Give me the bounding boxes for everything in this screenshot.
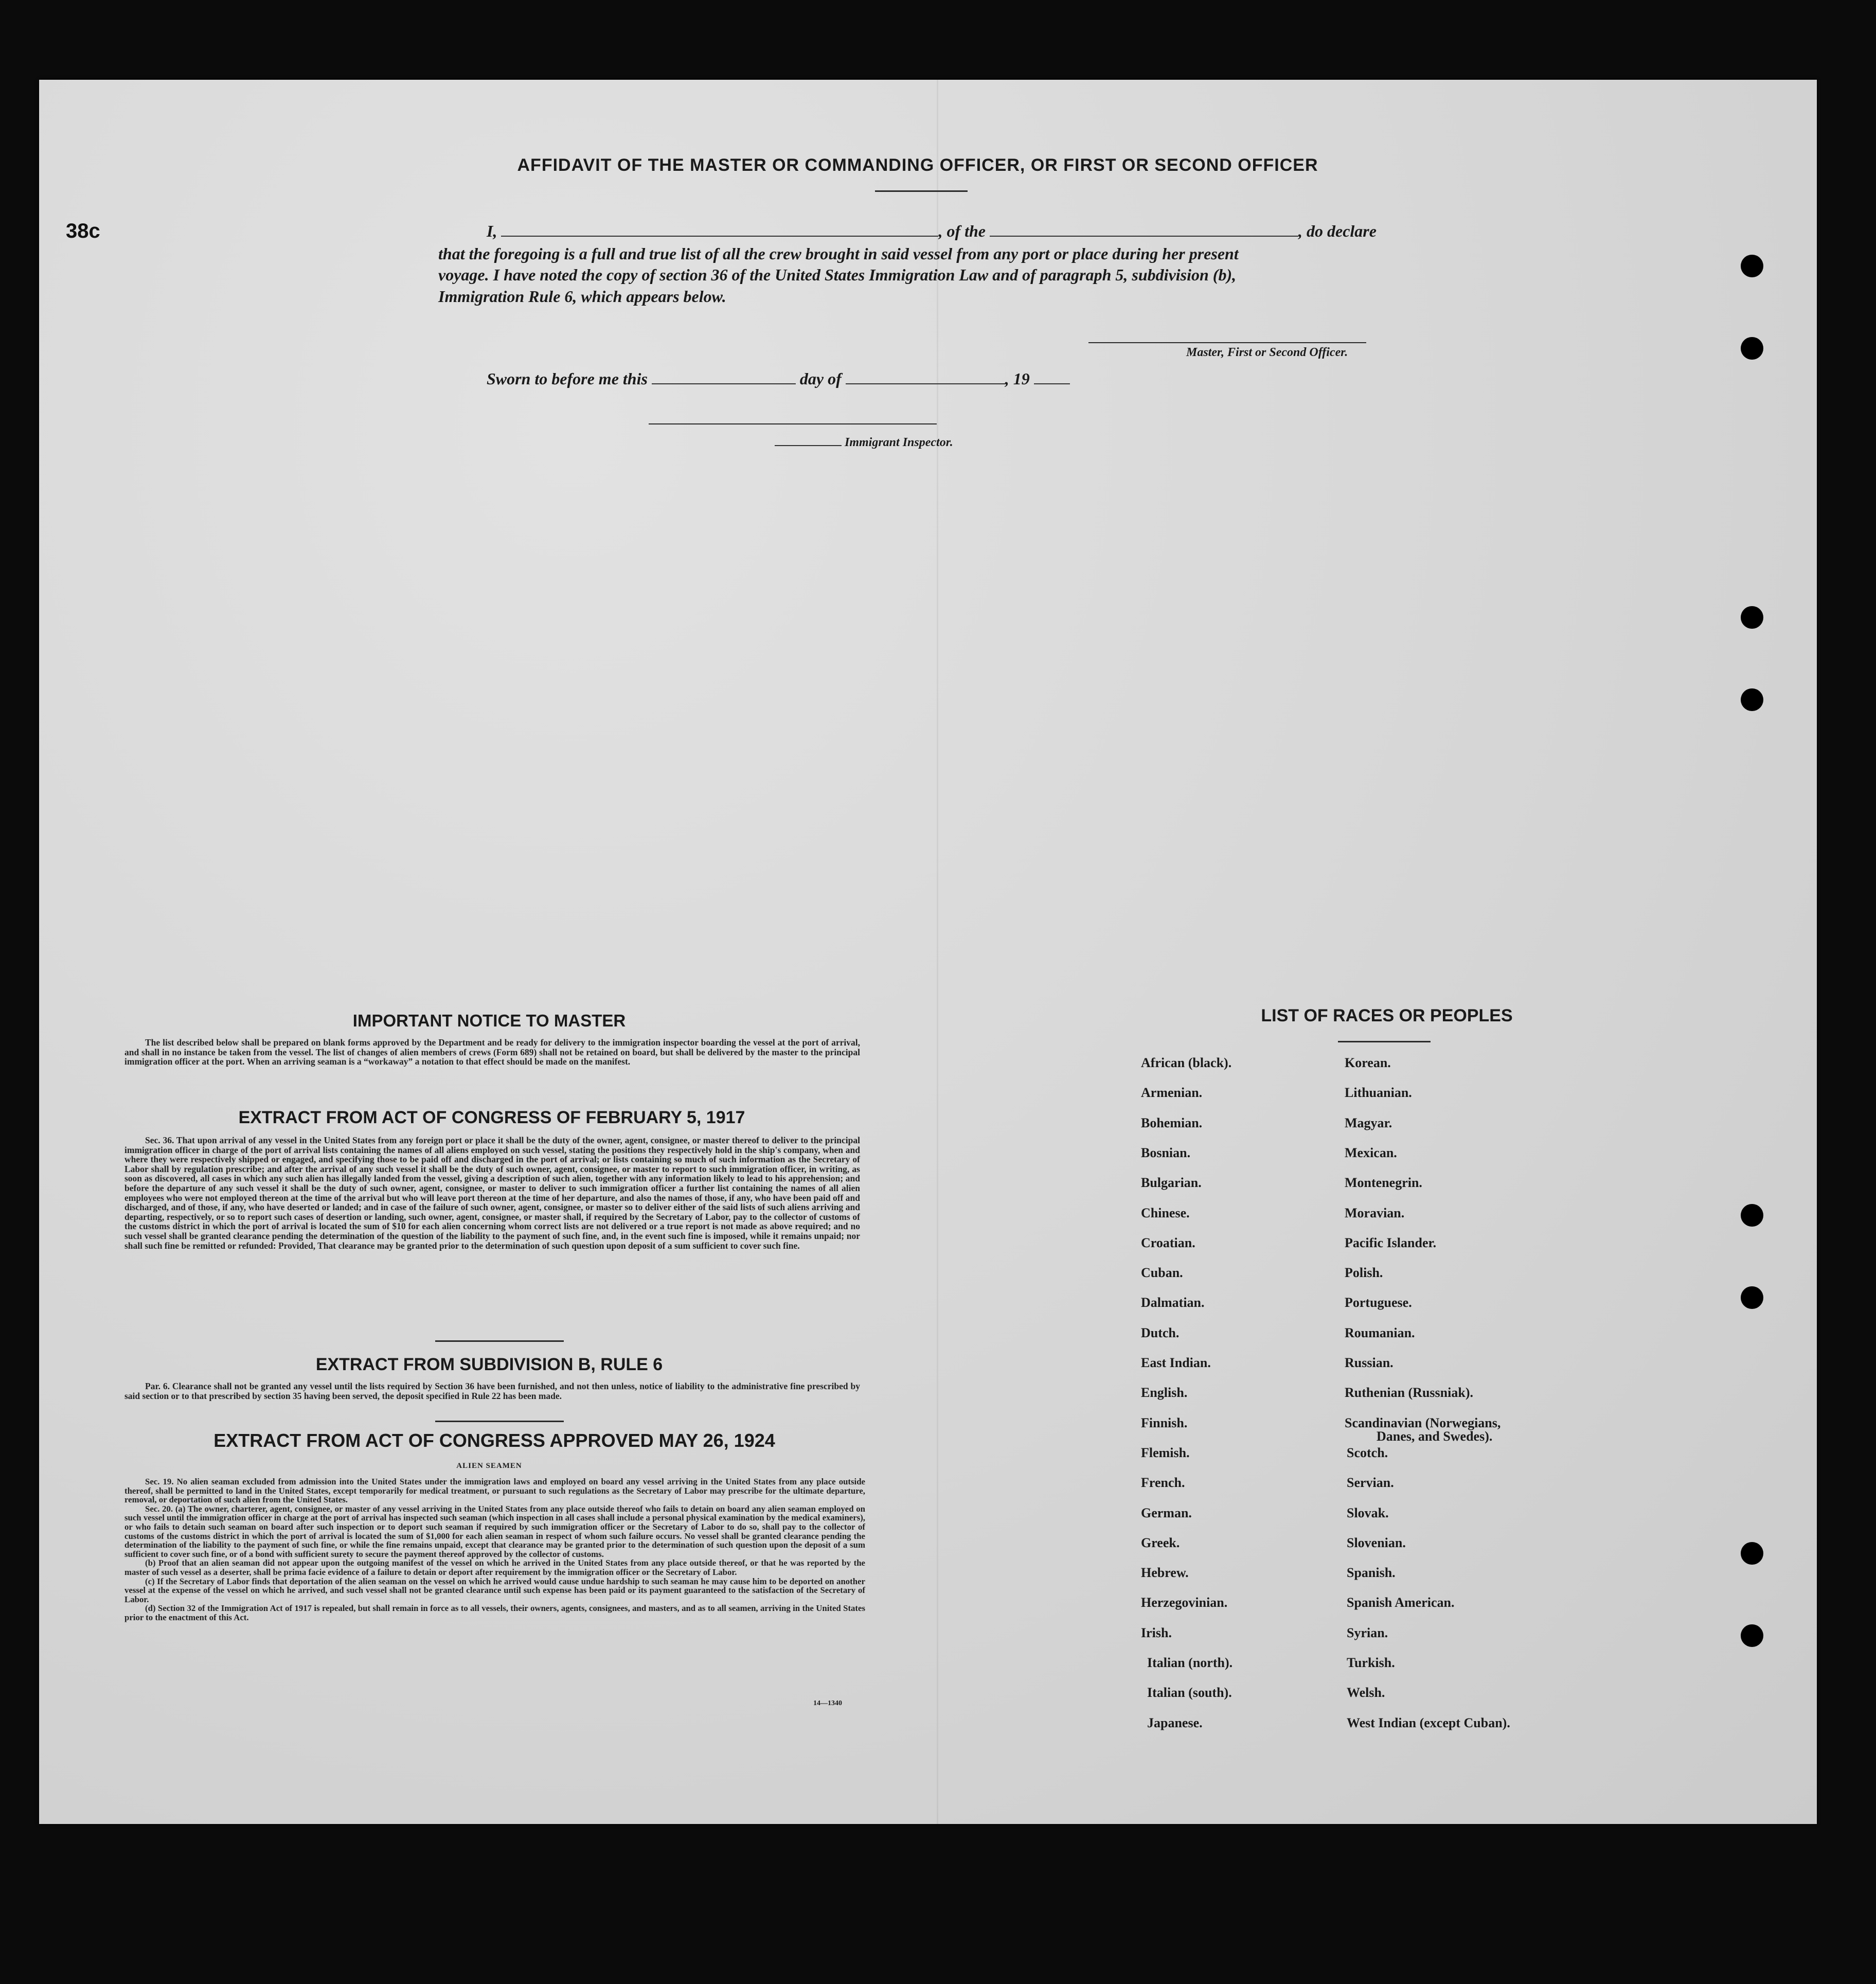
document-page: [39, 80, 1817, 1824]
officer-signature-label: Master, First or Second Officer.: [1186, 346, 1348, 359]
sworn-line: [487, 369, 1070, 388]
extract-1917-body: [124, 1136, 860, 1250]
punch-hole: [1741, 1624, 1763, 1647]
form-number: 14—1340: [813, 1699, 842, 1707]
race-item: Scandinavian (Norwegians,: [1345, 1415, 1501, 1430]
race-item: Greek.: [1141, 1535, 1180, 1550]
sec20b-text: (b) Proof that an alien seaman did not appear upon the outgoing manifest of the vessel on which he arrived in the United States from any place outside thereof, or that he was reported by the master of such vessel as a deserter, shall be prima facie evidence of a failure to detain or deport after requirement by the immigration officer or the Secretary of Labor.: [124, 1558, 865, 1577]
race-item: Roumanian.: [1345, 1325, 1415, 1340]
punch-hole: [1741, 1204, 1763, 1227]
race-item: Syrian.: [1347, 1625, 1388, 1640]
affidavit-line-2: that the foregoing is a full and true list of all the crew brought in said vessel from any port or place during her present: [438, 244, 1239, 263]
race-item: Chinese.: [1141, 1205, 1190, 1220]
race-item: Russian.: [1345, 1355, 1393, 1370]
extract-1924-title: EXTRACT FROM ACT OF CONGRESS APPROVED MAY 26, 1924: [213, 1430, 775, 1451]
race-item: African (black).: [1141, 1055, 1232, 1070]
i-label: I,: [487, 222, 497, 240]
affidavit-title-rule: [875, 190, 968, 192]
margin-mark: 38c: [66, 220, 100, 242]
race-item: German.: [1141, 1505, 1192, 1520]
race-item: Ruthenian (Russniak).: [1345, 1385, 1473, 1401]
sworn-label: Sworn to before me this: [487, 369, 648, 388]
inspector-label-text: Immigrant Inspector.: [845, 436, 953, 449]
race-item: Italian (north).: [1147, 1655, 1233, 1670]
race-item: Magyar.: [1345, 1115, 1392, 1130]
affidavit-line-4: Immigration Rule 6, which appears below.: [438, 287, 726, 306]
race-item: Slovenian.: [1347, 1535, 1406, 1550]
race-item: Cuban.: [1141, 1265, 1183, 1281]
race-item: Danes, and Swedes).: [1377, 1428, 1493, 1444]
race-item: Spanish American.: [1347, 1595, 1455, 1610]
race-item: West Indian (except Cuban).: [1347, 1715, 1510, 1730]
affidavit-line-3: voyage. I have noted the copy of section 36 of the United States Immigration Law and of paragraph 5, subdivision (b),: [438, 265, 1237, 284]
race-item: Bohemian.: [1141, 1115, 1203, 1130]
inspector-name-field[interactable]: [775, 436, 842, 446]
race-item: Korean.: [1345, 1055, 1391, 1070]
race-item: Servian.: [1347, 1475, 1394, 1491]
affidavit-line-1: [487, 222, 1377, 241]
punch-hole: [1741, 606, 1763, 629]
year-label: , 19: [1005, 369, 1030, 388]
race-item: Portuguese.: [1345, 1295, 1412, 1310]
fold-crease: [937, 80, 938, 1824]
race-item: Polish.: [1345, 1265, 1383, 1281]
race-item: Bosnian.: [1141, 1145, 1191, 1160]
race-item: Finnish.: [1141, 1415, 1188, 1430]
race-item: Hebrew.: [1141, 1565, 1189, 1581]
races-title: LIST OF RACES OR PEOPLES: [1261, 1006, 1513, 1025]
punch-hole: [1741, 1286, 1763, 1309]
rule6-body: [124, 1381, 860, 1401]
extract-1924-body: [124, 1477, 865, 1622]
punch-hole: [1741, 1542, 1763, 1565]
race-item: Croatian.: [1141, 1235, 1195, 1250]
race-item: Mexican.: [1345, 1145, 1397, 1160]
notice-title: IMPORTANT NOTICE TO MASTER: [352, 1011, 626, 1030]
day-of-label: day of: [799, 369, 842, 388]
sworn-month-field[interactable]: [846, 371, 1005, 384]
race-item: Dutch.: [1141, 1325, 1180, 1340]
of-the-label: , of the: [938, 222, 986, 240]
sworn-day-field[interactable]: [652, 371, 796, 384]
race-item: Irish.: [1141, 1625, 1172, 1640]
notice-body: [124, 1038, 860, 1067]
race-item: Montenegrin.: [1345, 1175, 1422, 1191]
race-item: Moravian.: [1345, 1205, 1405, 1220]
race-item: Scotch.: [1347, 1445, 1388, 1460]
race-item: East Indian.: [1141, 1355, 1211, 1370]
extract-1924-subtitle: ALIEN SEAMEN: [456, 1462, 522, 1470]
race-item: Pacific Islander.: [1345, 1235, 1437, 1250]
rule6-text: Par. 6. Clearance shall not be granted any vessel until the lists required by Section 36 have been furnished, and not then unless, notice of liability to the administrative fine prescribed by said section or to that prescribed by section 35 having been served, the deposit specified in Rule 22 has been made.: [124, 1381, 860, 1401]
race-item: Lithuanian.: [1345, 1085, 1412, 1101]
race-item: Slovak.: [1347, 1505, 1389, 1520]
race-item: Spanish.: [1347, 1565, 1396, 1581]
race-item: French.: [1141, 1475, 1185, 1491]
race-item: Italian (south).: [1147, 1685, 1232, 1700]
race-item: Dalmatian.: [1141, 1295, 1205, 1310]
punch-hole: [1741, 255, 1763, 277]
race-item: Armenian.: [1141, 1085, 1203, 1101]
race-item: English.: [1141, 1385, 1188, 1401]
sec20d-text: (d) Section 32 of the Immigration Act of 1917 is repealed, but shall remain in force as to all vessels, their owners, agents, consignees, and masters, and as to all seamen, arriving in the United States prior to the enactment of this Act.: [124, 1603, 865, 1622]
extract-1917-title: EXTRACT FROM ACT OF CONGRESS OF FEBRUARY 5, 1917: [238, 1108, 745, 1127]
race-item: Japanese.: [1147, 1715, 1203, 1730]
race-item: Turkish.: [1347, 1655, 1395, 1670]
notice-text: The list described below shall be prepared on blank forms approved by the Department and be ready for delivery to the immigration inspector boarding the vessel at the port of arrival, and shall in no instance be taken from the vessel. The list of changes of alien members of crews (Form 689) shall not be retained on board, but shall be delivered by the master to the principal immigration officer at the port. When an arriving seaman is a “workaway” a notation to that effect should be made on the manifest.: [124, 1037, 860, 1067]
race-item: Bulgarian.: [1141, 1175, 1202, 1191]
inspector-signature-label: [775, 436, 953, 450]
race-item: Welsh.: [1347, 1685, 1385, 1700]
section-divider: [435, 1340, 564, 1342]
punch-hole: [1741, 688, 1763, 711]
sec20a-text: Sec. 20. (a) The owner, charterer, agent, consignee, or master of any vessel arriving in the United States from any place outside thereof who fails to detain on board any alien seaman employed on such vessel until the immigration officer in charge at the port of arrival has inspected such seaman (which inspection in all cases shall include a personal physical examination by the medical examiners), or who fails to detain such seaman on board after such inspection or to deport such seaman if required by such immigration officer or the Secretary of Labor to do so, shall pay to the collector of customs of the customs district in which the port of arrival is located the sum of $1,000 for each alien seaman in respect of whom such failure occurs. No vessel shall be granted clearance pending the determination of the liability to the payment of such fine, or while the fine remains unpaid, except that clearance may be granted prior to the determination of such question upon the deposit of a sum sufficient to cover such fine, or of a bond with sufficient surety to secure the payment thereof approved by the collector of customs.: [124, 1503, 865, 1559]
extract-1917-text: Sec. 36. That upon arrival of any vessel in the United States from any foreign port or place it shall be the duty of the owner, agent, consignee, or master thereof to deliver to the principal immigration officer in charge of the port of arrival lists containing the names of all aliens employed on such vessel, stating the positions they respectively hold in the ship's company, when and where they were respectively shipped or engaged, and specifying those to be paid off and discharged in the port of arrival; or lists containing so much of such information as the Secretary of Labor shall by regulation prescribe; and after the arrival of any such vessel it shall be the duty of such owner, agent, consignee, or master to report to such immigration officer, in writing, as soon as discovered, all cases in which any such alien has illegally landed from the vessel, giving a description of such alien, together with any information likely to lead to his apprehension; and before the departure of any such vessel it shall be the duty of such owner, agent, consignee, or master to deliver to such immigration officer a further list containing the names of all alien employees who were not employed thereon at the time of the arrival but who will leave port thereon at the time of her departure, and also the names of those, if any, who have been paid off and discharged, and of those, if any, who have deserted or landed; and in case of the failure of such owner, agent, consignee, or master so to deliver either of the said lists of such aliens arriving and departing, respectively, or so to report such cases of desertion or landing, such owner, agent, consignee, or master shall, if required by the Secretary of Labor, pay to the collector of customs of the customs district in which the port of arrival is located the sum of $10 for each alien concerning whom correct lists are not delivered or a true report is not made as above required; and no such vessel shall be granted clearance pending the determination of the question of the liability to the payment of such fine, and, in the event such fine is imposed, while it remains unpaid; nor shall such fine be remitted or refunded: Provided, That clearance may be granted prior to the determination of such question upon deposit of a sum sufficient to cover such fine.: [124, 1135, 860, 1251]
punch-hole: [1741, 337, 1763, 360]
race-item: Flemish.: [1141, 1445, 1190, 1460]
inspector-signature-line[interactable]: [649, 423, 937, 424]
affidavit-title: AFFIDAVIT OF THE MASTER OR COMMANDING OFFICER, OR FIRST OR SECOND OFFICER: [517, 155, 1318, 175]
races-title-rule: [1338, 1041, 1431, 1042]
rule6-title: EXTRACT FROM SUBDIVISION B, RULE 6: [315, 1355, 663, 1374]
sec20c-text: (c) If the Secretary of Labor finds that deportation of the alien seaman on the vessel on which he arrived would cause undue hardship to such seaman he may cause him to be deported on another vessel at the expense of the vessel on which he arrived, and such vessel shall not be granted clearance until such expense has been paid or its payment guaranteed to the satisfaction of the Secretary of Labor.: [124, 1576, 865, 1604]
race-item: Herzegovinian.: [1141, 1595, 1228, 1610]
sworn-year-field[interactable]: [1034, 371, 1070, 384]
vessel-name-field[interactable]: [990, 223, 1298, 237]
section-divider: [435, 1421, 564, 1422]
declare-label: , do declare: [1298, 222, 1377, 240]
sec19-text: Sec. 19. No alien seaman excluded from admission into the United States under the immigration laws and employed on board any vessel arriving in the United States from any place outside thereof, shall be permitted to land in the United States, except temporarily for medical treatment, or pursuant to such regulations as the Secretary of Labor may prescribe for the ultimate departure, removal, or deportation of such alien from the United States.: [124, 1477, 865, 1505]
declarant-name-field[interactable]: [501, 223, 938, 237]
officer-signature-line[interactable]: [1088, 342, 1366, 343]
